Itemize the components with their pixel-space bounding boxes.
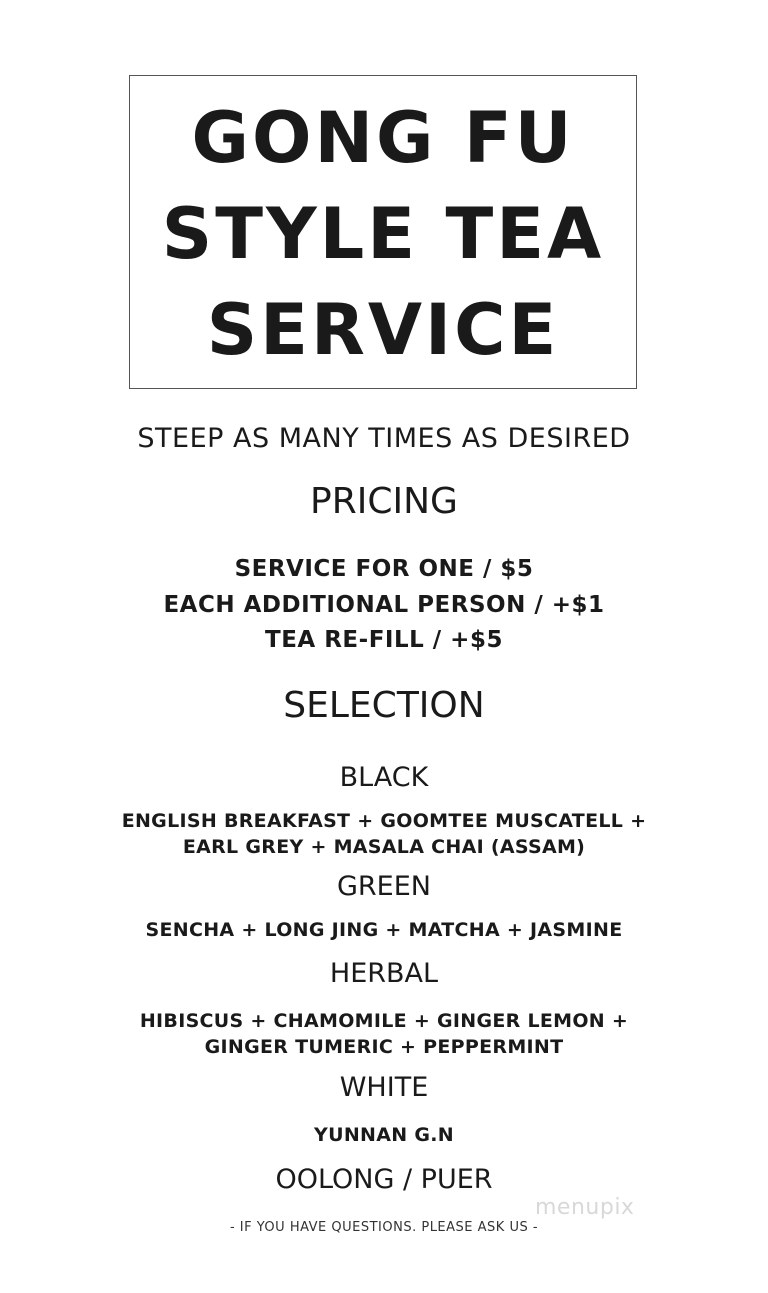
title-line-3: SERVICE	[206, 289, 560, 371]
herbal-teas-line-1: HIBISCUS + CHAMOMILE + GINGER LEMON +	[139, 1010, 629, 1032]
watermark: menupix	[535, 1195, 635, 1220]
selection-heading: SELECTION	[283, 685, 485, 726]
price-item-tea-refill: TEA RE-FILL / +$5	[265, 627, 503, 653]
category-white: WHITE	[339, 1072, 429, 1103]
black-teas-line-1: ENGLISH BREAKFAST + GOOMTEE MUSCATELL +	[121, 810, 647, 832]
title-line-1: GONG FU	[191, 97, 575, 179]
price-item-service-for-one: SERVICE FOR ONE / $5	[234, 556, 534, 582]
title-box	[129, 75, 637, 389]
title-line-2: STYLE TEA	[161, 193, 605, 275]
herbal-teas-line-2: GINGER TUMERIC + PEPPERMINT	[204, 1036, 564, 1058]
category-green: GREEN	[337, 871, 431, 902]
pricing-heading: PRICING	[310, 481, 458, 522]
price-item-additional-person: EACH ADDITIONAL PERSON / +$1	[163, 592, 605, 618]
white-teas-line-1: YUNNAN G.N	[314, 1124, 454, 1146]
category-herbal: HERBAL	[329, 958, 439, 989]
footer-note: - IF YOU HAVE QUESTIONS. PLEASE ASK US -	[229, 1220, 539, 1235]
green-teas-line-1: SENCHA + LONG JING + MATCHA + JASMINE	[145, 919, 623, 941]
category-oolong-puer: OOLONG / PUER	[275, 1164, 493, 1195]
black-teas-line-2: EARL GREY + MASALA CHAI (ASSAM)	[182, 836, 586, 858]
subtitle: STEEP AS MANY TIMES AS DESIRED	[137, 423, 631, 454]
category-black: BLACK	[339, 762, 429, 793]
